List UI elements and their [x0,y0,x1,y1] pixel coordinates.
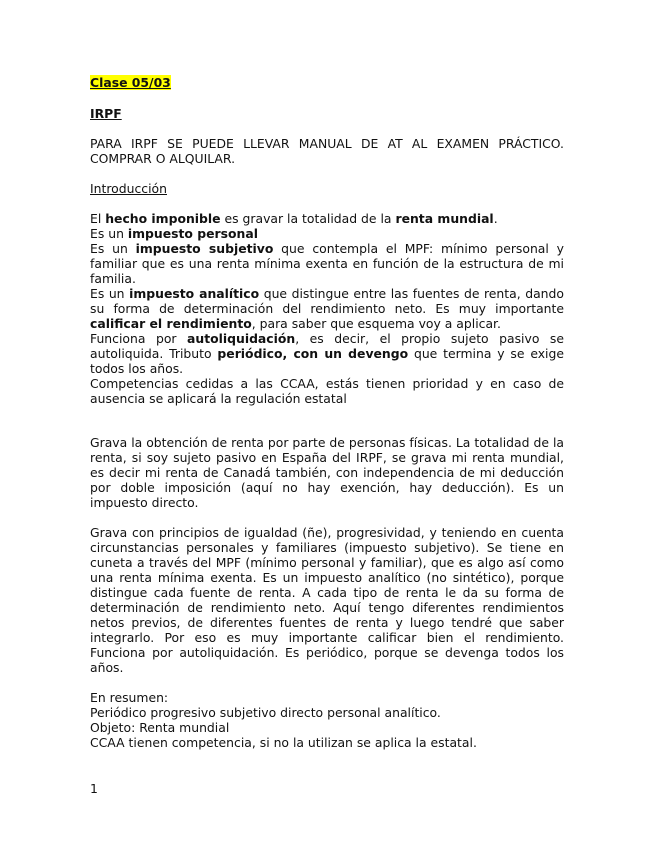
class-title: Clase 05/03 [90,75,171,90]
paragraph-hecho-imponible: El hecho imponible es gravar la totalidad de la renta mundial. [90,211,498,226]
summary-line: CCAA tienen competencia, si no la utilizan se aplica la estatal. [90,735,477,750]
paragraph-grava-obtencion: Grava la obtención de renta por parte de personas físicas. La totalidad de la renta, si soy sujeto pasivo en España del IRPF, se grava mi renta mundial, es decir mi renta de Canadá también, con independencia de mi deducción por doble imposición (aquí no hay exención, hay deducción). Es un impuesto directo. [90,435,564,510]
exam-note: PARA IRPF SE PUEDE LLEVAR MANUAL DE AT AL EXAMEN PRÁCTICO. COMPRAR O ALQUILAR. [90,136,564,166]
summary-line: Objeto: Renta mundial [90,720,230,735]
intro-heading: Introducción [90,181,167,196]
paragraph-impuesto-subjetivo: Es un impuesto subjetivo que contempla el MPF: mínimo personal y familiar que es una renta mínima exenta en función de la estructura de mi familia. [90,241,564,286]
paragraph-competencias: Competencias cedidas a las CCAA, estás tienen prioridad y en caso de ausencia se aplicará la regulación estatal [90,376,564,406]
intro-block [90,211,564,406]
page-number: 1 [90,781,98,796]
paragraph-autoliquidacion: Funciona por autoliquidación, es decir, el propio sujeto pasivo se autoliquida. Tributo periódico, con un devengo que termina y se exige todos los años. [90,331,565,376]
heading-irpf: IRPF [90,106,122,121]
summary-line: Periódico progresivo subjetivo directo personal analítico. [90,705,441,720]
paragraph-principios: Grava con principios de igualdad (ñe), progresividad, y teniendo en cuenta circunstancias personales y familiares (impuesto subjetivo). Se tiene en cuneta a través del MPF (mínimo personal y familiar), que es algo así como una renta mínima exenta. Es un impuesto analítico (no sintético), porque distingue cada fuente de renta. A cada tipo de renta le da su forma de determinación de rendimiento neto. Aquí tengo diferentes rendimientos netos previos, de diferentes fuentes de renta y luego tendré que saber integrarlo. Por eso es muy importante calificar bien el rendimiento. Funciona por autoliquidación. Es periódico, porque se devenga todos los años. [90,525,564,675]
summary-label: En resumen: [90,690,169,705]
paragraph-impuesto-personal: Es un impuesto personal [90,226,258,241]
summary-block [90,690,564,750]
paragraph-impuesto-analitico: Es un impuesto analítico que distingue entre las fuentes de renta, dando su forma de determinación del rendimiento neto. Es muy importante calificar el rendimiento, para saber que esquema voy a aplicar. [90,286,564,331]
